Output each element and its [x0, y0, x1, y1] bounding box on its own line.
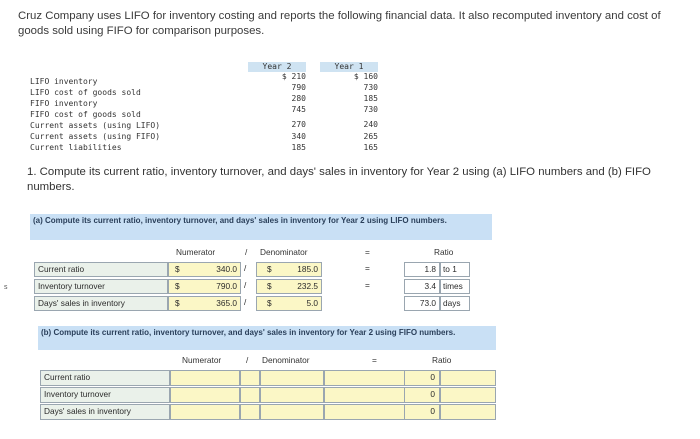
part-a-ratio-header: Ratio: [434, 247, 454, 257]
numerator-value: 790.0: [216, 281, 237, 291]
row-label: LIFO inventory: [30, 77, 98, 86]
denominator-input[interactable]: [260, 404, 324, 420]
numerator-input[interactable]: [168, 262, 241, 277]
row-label: FIFO inventory: [30, 99, 98, 108]
numerator-input[interactable]: [170, 370, 240, 386]
problem-intro: Cruz Company uses LIFO for inventory costing and reports the following financial data. It also recomputed inventory and cost of goods sold using FIFO for comparison purposes.: [18, 10, 661, 37]
part-a-denominator-header: Denominator: [260, 247, 308, 257]
row-label: FIFO cost of goods sold: [30, 110, 141, 119]
denominator-value: 5.0: [306, 298, 318, 308]
year1-value: 240: [363, 120, 378, 129]
ratio-unit: days: [440, 296, 470, 311]
year2-value: 185: [291, 143, 306, 152]
row-label: Inventory turnover: [40, 387, 170, 403]
year2-value: 745: [291, 105, 306, 114]
year1-value: 165: [363, 143, 378, 152]
ratio-value: 0: [404, 370, 440, 386]
year1-value: 265: [363, 132, 378, 141]
currency-symbol: $: [267, 298, 272, 308]
denominator-input[interactable]: [256, 296, 322, 311]
part-a-equals-header: =: [365, 247, 370, 257]
slash: /: [244, 280, 247, 290]
year2-value: $ 210: [281, 72, 306, 81]
denominator-input[interactable]: [256, 262, 322, 277]
currency-symbol: $: [267, 264, 272, 274]
part-b-denominator-header: Denominator: [262, 355, 310, 365]
year2-value: 790: [291, 83, 306, 92]
row-label: Current liabilities: [30, 143, 122, 152]
year2-value: 280: [291, 94, 306, 103]
part-b-slash-header: /: [246, 355, 249, 365]
part-b-equals-header: =: [372, 355, 377, 365]
part-a-title: (a) Compute its current ratio, inventory turnover, and days' sales in inventory for Year 2 using LIFO numbers.: [30, 214, 492, 240]
row-label: Current ratio: [40, 370, 170, 386]
equals: =: [365, 263, 370, 273]
part-b-title: (b) Compute its current ratio, inventory turnover, and days' sales in inventory for Year 2 using FIFO numbers.: [38, 326, 496, 350]
ratio-unit: times: [440, 279, 470, 294]
currency-symbol: $: [175, 281, 180, 291]
question-text: 1. Compute its current ratio, inventory turnover, and days' sales in inventory for Year 2 using (a) LIFO numbers and (b) FIFO numbers.: [27, 166, 651, 193]
ratio-unit-input[interactable]: [440, 370, 496, 386]
numerator-input[interactable]: [168, 279, 241, 294]
ratio-value: 73.0: [404, 296, 440, 311]
numerator-value: 365.0: [216, 298, 237, 308]
row-label: Current assets (using FIFO): [30, 132, 161, 141]
numerator-cents-input[interactable]: [240, 387, 260, 403]
part-a-numerator-header: Numerator: [176, 247, 216, 257]
ratio-value: 0: [404, 404, 440, 420]
denominator-input[interactable]: [256, 279, 322, 294]
part-a-slash-header: /: [245, 247, 248, 257]
ratio-value: 0: [404, 387, 440, 403]
row-label: Inventory turnover: [34, 279, 168, 294]
year1-value: $ 160: [353, 72, 378, 81]
denominator-input[interactable]: [260, 370, 324, 386]
currency-symbol: $: [267, 281, 272, 291]
denominator-value: 185.0: [297, 264, 318, 274]
part-b-numerator-header: Numerator: [182, 355, 222, 365]
year1-value: 730: [363, 83, 378, 92]
ratio-unit-input[interactable]: [440, 387, 496, 403]
numerator-input[interactable]: [170, 404, 240, 420]
denominator-input[interactable]: [260, 387, 324, 403]
header-year1: Year 1: [320, 62, 378, 72]
ratio-unit: to 1: [440, 262, 470, 277]
row-label: Current ratio: [34, 262, 168, 277]
currency-symbol: $: [175, 298, 180, 308]
currency-symbol: $: [175, 264, 180, 274]
ratio-unit-input[interactable]: [440, 404, 496, 420]
slash: /: [244, 297, 247, 307]
row-label: LIFO cost of goods sold: [30, 88, 141, 97]
numerator-input[interactable]: [168, 296, 241, 311]
numerator-input[interactable]: [170, 387, 240, 403]
ratio-value: 1.8: [404, 262, 440, 277]
part-b-ratio-header: Ratio: [432, 355, 452, 365]
side-mark: s: [4, 284, 8, 291]
header-year2: Year 2: [248, 62, 306, 72]
ratio-value: 3.4: [404, 279, 440, 294]
year2-value: 340: [291, 132, 306, 141]
numerator-cents-input[interactable]: [240, 404, 260, 420]
year1-value: 730: [363, 105, 378, 114]
denominator-value: 232.5: [297, 281, 318, 291]
row-label: Days' sales in inventory: [34, 296, 168, 311]
equals: =: [365, 280, 370, 290]
row-label: Current assets (using LIFO): [30, 121, 161, 130]
year1-value: 185: [363, 94, 378, 103]
numerator-cents-input[interactable]: [240, 370, 260, 386]
row-label: Days' sales in inventory: [40, 404, 170, 420]
year2-value: 270: [291, 120, 306, 129]
numerator-value: 340.0: [216, 264, 237, 274]
slash: /: [244, 263, 247, 273]
